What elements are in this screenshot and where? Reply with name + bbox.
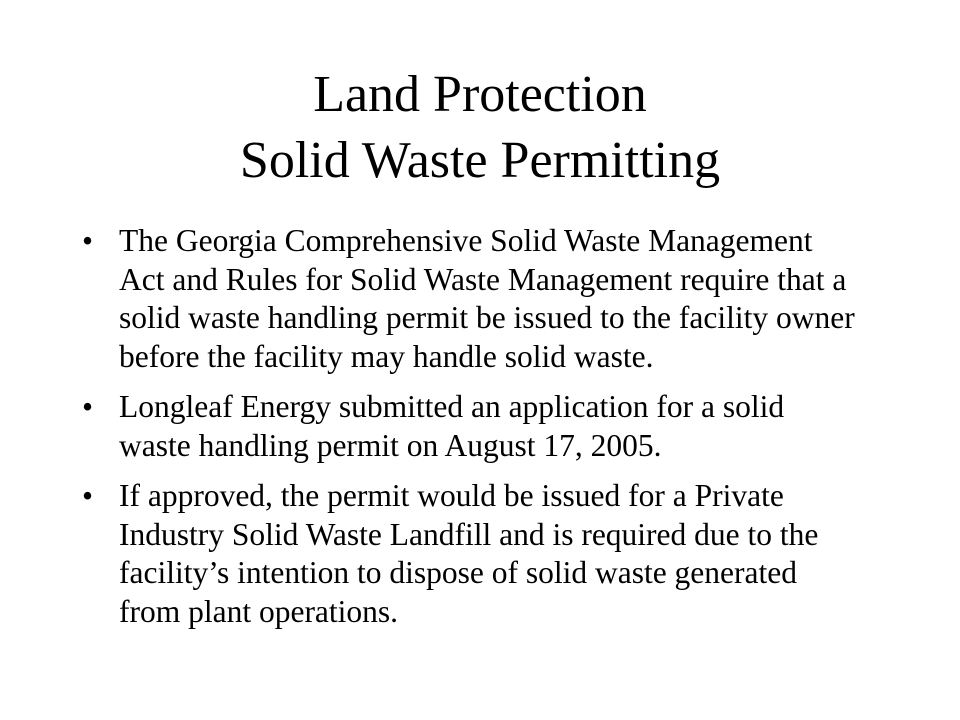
bullet-text: The Georgia Comprehensive Solid Waste Management Act and Rules for Solid Waste Management require that a solid waste handling permit be issued to the facility owner before the facility may handle solid waste. xyxy=(119,223,855,374)
title-line-1: Land Protection xyxy=(313,66,647,123)
bullet-text: Longleaf Energy submitted an application for a solid waste handling permit on August 17, 2005. xyxy=(119,389,785,463)
bullet-list xyxy=(82,222,862,643)
bullet-item-permit-requirement xyxy=(82,222,862,376)
bullet-icon: • xyxy=(82,478,94,513)
bullet-icon: • xyxy=(82,389,94,424)
bullet-item-application-submitted xyxy=(82,388,862,465)
bullet-icon: • xyxy=(82,223,94,258)
bullet-item-permit-purpose xyxy=(82,477,862,631)
bullet-text: If approved, the permit would be issued for a Private Industry Solid Waste Landfill and is required due to the facility’s intention to dispose of solid waste generated from plant operations. xyxy=(119,478,819,629)
slide-title xyxy=(0,62,960,194)
title-line-2: Solid Waste Permitting xyxy=(239,132,721,189)
